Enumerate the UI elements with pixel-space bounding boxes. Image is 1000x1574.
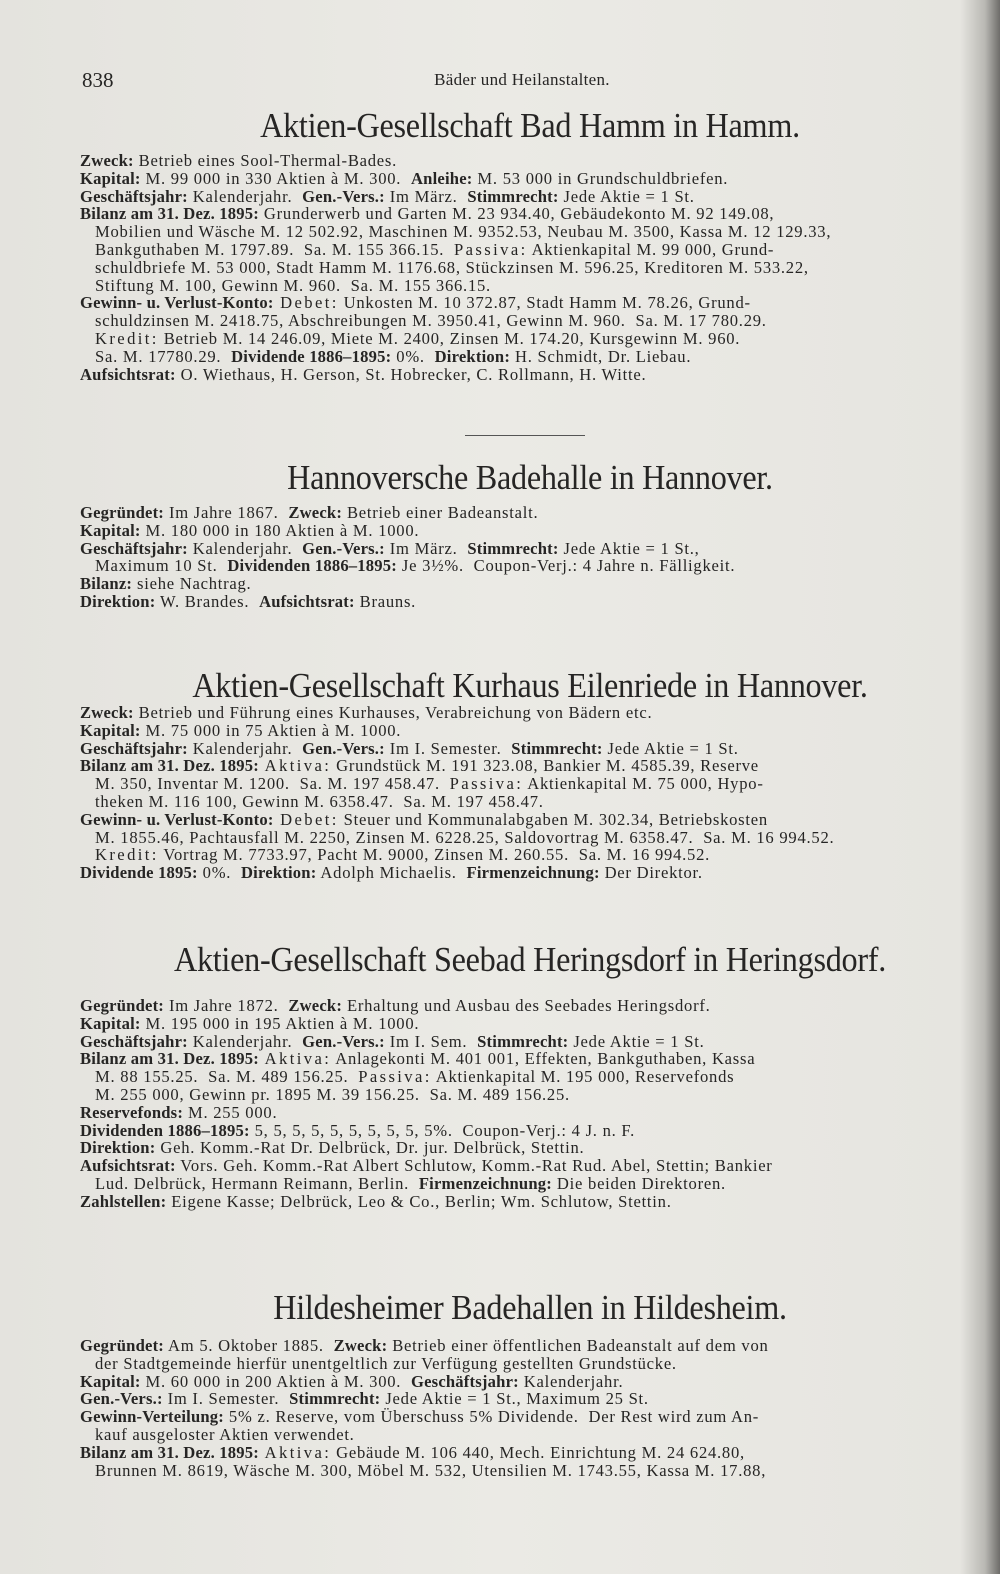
field-value: Im I. Sem. (384, 1031, 478, 1051)
text-line (80, 1462, 980, 1480)
running-title: Bäder und Heilanstalten. (434, 70, 610, 89)
text-line (80, 1086, 980, 1104)
text-line (80, 294, 980, 312)
section-divider (465, 435, 585, 436)
field-value: siehe Nachtrag. (132, 574, 252, 594)
text-line (80, 1122, 980, 1140)
field-value: Vortrag M. 7733.97, Pacht M. 9000, Zinsen M. 260.55. Sa. M. 16 994.52. (158, 845, 711, 865)
field-value: Im I. Semester. (384, 738, 512, 758)
text-line (80, 259, 980, 277)
field-label: Kapital: (80, 1013, 141, 1033)
field-value: Adolph Michaelis. (316, 863, 467, 883)
field-value: Maximum 10 St. (95, 556, 228, 576)
text-line (80, 997, 980, 1015)
text-line (80, 1139, 980, 1157)
field-value: schuldbriefe M. 53 000, Stadt Hamm M. 1176.68, Stückzinsen M. 596.25, Kreditoren M. 533.22, (95, 257, 809, 277)
text-line (80, 1390, 980, 1408)
field-value: Grunderwerb und Garten M. 23 934.40, Gebäudekonto M. 92 149.08, (259, 204, 775, 224)
field-label: Gegründet: (80, 503, 165, 522)
text-line (80, 1175, 980, 1193)
text-line (80, 846, 980, 864)
field-label: Direktion: (80, 1138, 156, 1158)
field-label: Stimmrecht: (467, 186, 559, 206)
field-value: Geh. Komm.-Rat Dr. Delbrück, Dr. jur. Delbrück, Stettin. (155, 1138, 585, 1158)
field-value: M. 88 155.25. Sa. M. 489 156.25. (95, 1067, 359, 1087)
text-line (80, 366, 980, 384)
field-label: Zahlstellen: (80, 1191, 167, 1211)
company-entry (80, 458, 980, 611)
text-line (80, 330, 980, 348)
field-value: 0%. (391, 346, 435, 366)
field-value: Die beiden Direktoren. (552, 1173, 726, 1193)
field-value: Kalenderjahr. (187, 738, 303, 758)
text-line (80, 1015, 980, 1033)
field-label: Zweck: (288, 503, 343, 522)
field-label: Bilanz am 31. Dez. 1895: (80, 204, 260, 224)
field-value: M. 60 000 in 200 Aktien à M. 300. (140, 1371, 411, 1391)
account-side-label: Debet: (273, 809, 339, 829)
field-value: M. 180 000 in 180 Aktien à M. 1000. (140, 520, 420, 540)
company-title: Hannoversche Badehalle in Hannover. (287, 458, 773, 497)
field-value: 5% z. Reserve, vom Überschuss 5% Dividende. Der Rest wird zum An- (224, 1407, 760, 1427)
account-side-label: Kredit: (95, 845, 159, 865)
company-title: Aktien-Gesellschaft Bad Hamm in Hamm. (260, 106, 800, 145)
text-line (80, 793, 980, 811)
text-line (80, 1068, 980, 1086)
field-value: Eigene Kasse; Delbrück, Leo & Co., Berlin; Wm. Schlutow, Stettin. (166, 1191, 672, 1211)
text-line (80, 504, 980, 522)
field-value: Im Jahre 1867. (164, 503, 289, 522)
text-line (80, 1355, 980, 1373)
entry-text (80, 504, 980, 611)
field-value: Der Direktor. (599, 863, 703, 883)
field-label: Firmenzeichnung: (418, 1173, 553, 1193)
text-line (80, 1033, 980, 1051)
field-label: Gen.-Vers.: (80, 1389, 163, 1409)
account-side-label: Kredit: (95, 328, 159, 348)
field-value: Aktienkapital M. 195 000, Reservefonds (431, 1067, 735, 1087)
text-line (80, 757, 980, 775)
field-label: Aufsichtsrat: (80, 364, 176, 384)
account-side-label: Debet: (273, 293, 339, 313)
field-value: Bankguthaben M. 1797.89. Sa. M. 155 366.15. (95, 239, 454, 259)
field-value: Kalenderjahr. (187, 186, 303, 206)
field-label: Geschäftsjahr: (80, 186, 188, 206)
field-label: Stimmrecht: (511, 738, 603, 758)
text-line (80, 740, 980, 758)
field-label: Gewinn- u. Verlust-Konto: (80, 293, 274, 313)
company-entry (80, 940, 980, 1211)
field-label: Gen.-Vers.: (302, 738, 385, 758)
field-value: Jede Aktie = 1 St. (558, 186, 695, 206)
running-header (82, 68, 962, 92)
text-line (80, 312, 980, 330)
entry-text (80, 997, 980, 1211)
field-value: Unkosten M. 10 372.87, Stadt Hamm M. 78.26, Grund- (338, 293, 751, 313)
company-title: Aktien-Gesellschaft Kurhaus Eilenriede in Hannover. (192, 666, 868, 705)
field-value: Brauns. (354, 591, 417, 611)
field-label: Gewinn-Verteilung: (80, 1407, 225, 1427)
field-label: Reservefonds: (80, 1102, 184, 1122)
field-label: Zweck: (333, 1336, 388, 1355)
field-label: Gen.-Vers.: (302, 538, 385, 558)
field-value: M. 1855.46, Pachtausfall M. 2250, Zinsen M. 6228.25, Saldovortrag M. 6358.47. Sa. M. 16 994.52. (95, 827, 835, 847)
page-number: 838 (82, 68, 114, 92)
field-value: Betrieb M. 14 246.09, Miete M. 2400, Zinsen M. 174.20, Kursgewinn M. 960. (158, 328, 741, 348)
field-value: M. 350, Inventar M. 1200. Sa. M. 197 458.47. (95, 774, 450, 794)
field-value: Steuer und Kommunalabgaben M. 302.34, Betriebskosten (338, 809, 768, 829)
text-line (80, 1337, 980, 1355)
text-line (80, 205, 980, 223)
account-side-label: Passiva: (454, 239, 528, 259)
field-value: Stiftung M. 100, Gewinn M. 960. Sa. M. 155 366.15. (95, 275, 491, 295)
field-label: Dividenden 1886–1895: (80, 1120, 250, 1140)
text-line (80, 188, 980, 206)
field-value: Aktienkapital M. 99 000, Grund- (527, 239, 775, 259)
field-value: Im Jahre 1872. (164, 996, 289, 1015)
text-line (80, 1193, 980, 1211)
field-label: Dividenden 1886–1895: (227, 556, 398, 576)
field-value: der Stadtgemeinde hierfür unentgeltlich zur Verfügung gestellten Grundstücke. (95, 1353, 677, 1373)
text-line (80, 1373, 980, 1391)
text-line (80, 593, 980, 611)
text-line (80, 775, 980, 793)
text-line (80, 277, 980, 295)
field-value: Jede Aktie = 1 St. (568, 1031, 705, 1051)
account-side-label: Passiva: (449, 774, 524, 794)
field-value: M. 255 000. (183, 1102, 278, 1122)
field-value: M. 99 000 in 330 Aktien à M. 300. (140, 168, 411, 188)
company-title: Aktien-Gesellschaft Seebad Heringsdorf in Heringsdorf. (173, 940, 887, 979)
entry-text (80, 704, 980, 882)
text-line (80, 704, 980, 722)
field-label: Bilanz am 31. Dez. 1895: (80, 1442, 260, 1462)
field-value: kauf ausgeloster Aktien verwendet. (95, 1424, 355, 1444)
field-label: Gen.-Vers.: (302, 186, 385, 206)
field-label: Firmenzeichnung: (466, 863, 600, 883)
field-value: Betrieb eines Sool-Thermal-Bades. (133, 151, 398, 170)
text-line (80, 540, 980, 558)
field-value: Jede Aktie = 1 St. (602, 738, 739, 758)
field-label: Gegründet: (80, 1336, 165, 1355)
field-label: Kapital: (80, 720, 141, 740)
field-label: Gewinn- u. Verlust-Konto: (80, 809, 274, 829)
field-value: 0%. (197, 863, 241, 883)
field-label: Direktion: (241, 863, 317, 883)
text-line (80, 152, 980, 170)
field-label: Aufsichtsrat: (80, 1156, 176, 1176)
text-line (80, 1050, 980, 1068)
field-label: Bilanz am 31. Dez. 1895: (80, 756, 260, 776)
field-value: Anlagekonti M. 401 001, Effekten, Bankguthaben, Kassa (331, 1049, 756, 1069)
field-value: M. 195 000 in 195 Aktien à M. 1000. (140, 1013, 420, 1033)
field-label: Aufsichtsrat: (259, 591, 355, 611)
text-line (80, 829, 980, 847)
field-label: Gen.-Vers.: (302, 1031, 385, 1051)
text-line (80, 1408, 980, 1426)
company-entry (80, 1288, 980, 1479)
field-value: theken M. 116 100, Gewinn M. 6358.47. Sa. M. 197 458.47. (95, 791, 544, 811)
field-value: Jede Aktie = 1 St., (558, 538, 700, 558)
account-side-label: Aktiva: (259, 1442, 332, 1462)
company-entry (80, 666, 980, 882)
field-label: Stimmrecht: (467, 538, 559, 558)
text-line (80, 241, 980, 259)
field-label: Gegründet: (80, 996, 165, 1015)
text-line (80, 557, 980, 575)
field-value: M. 75 000 in 75 Aktien à M. 1000. (140, 720, 402, 740)
field-value: Aktienkapital M. 75 000, Hypo- (523, 774, 764, 794)
field-label: Anleihe: (410, 168, 473, 188)
field-value: Im März. (384, 186, 468, 206)
field-value: 5, 5, 5, 5, 5, 5, 5, 5, 5, 5%. Coupon-Verj.: 4 J. n. F. (249, 1120, 635, 1140)
field-value: Kalenderjahr. (187, 538, 303, 558)
field-value: M. 53 000 in Grundschuldbriefen. (472, 168, 729, 188)
field-label: Stimmrecht: (289, 1389, 381, 1409)
field-value: Je 3½%. Coupon-Verj.: 4 Jahre n. Fälligkeit. (397, 556, 736, 576)
text-line (80, 1157, 980, 1175)
field-label: Direktion: (80, 591, 156, 611)
field-label: Bilanz: (80, 574, 133, 594)
field-label: Geschäftsjahr: (80, 1031, 188, 1051)
field-value: Kalenderjahr. (187, 1031, 303, 1051)
field-value: Im I. Semester. (162, 1389, 290, 1409)
text-line (80, 1426, 980, 1444)
field-label: Zweck: (80, 703, 134, 722)
field-value: Betrieb einer öffentlichen Badeanstalt auf dem von (387, 1336, 769, 1355)
account-side-label: Passiva: (358, 1067, 432, 1087)
field-label: Kapital: (80, 168, 141, 188)
text-line (80, 1444, 980, 1462)
field-label: Dividende 1895: (80, 863, 198, 883)
company-entry (80, 106, 980, 383)
field-value: Betrieb und Führung eines Kurhauses, Verabreichung von Bädern etc. (133, 703, 653, 722)
field-value: Mobilien und Wäsche M. 12 502.92, Maschinen M. 9352.53, Neubau M. 3500, Kassa M. 12 129.33, (95, 222, 832, 242)
field-value: M. 255 000, Gewinn pr. 1895 M. 39 156.25. Sa. M. 489 156.25. (95, 1084, 570, 1104)
field-value: Erhaltung und Ausbau des Seebades Heringsdorf. (342, 996, 711, 1015)
text-line (80, 811, 980, 829)
account-side-label: Aktiva: (259, 756, 332, 776)
field-value: schuldzinsen M. 2418.75, Abschreibungen M. 3950.41, Gewinn M. 960. Sa. M. 17 780.29. (95, 311, 767, 331)
field-value: Betrieb einer Badeanstalt. (342, 503, 539, 522)
text-line (80, 1104, 980, 1122)
field-label: Kapital: (80, 1371, 141, 1391)
field-label: Zweck: (288, 996, 343, 1015)
field-value: Kalenderjahr. (518, 1371, 624, 1391)
entry-text (80, 1337, 980, 1479)
text-line (80, 522, 980, 540)
field-label: Geschäftsjahr: (410, 1371, 519, 1391)
field-value: Gebäude M. 106 440, Mech. Einrichtung M. 24 624.80, (331, 1442, 745, 1462)
field-value: Am 5. Oktober 1885. (164, 1336, 334, 1355)
text-line (80, 223, 980, 241)
field-label: Kapital: (80, 520, 141, 540)
field-value: Vors. Geh. Komm.-Rat Albert Schlutow, Komm.-Rat Rud. Abel, Stettin; Bankier (175, 1156, 773, 1176)
entry-text (80, 152, 980, 383)
field-label: Dividende 1886–1895: (231, 346, 392, 366)
field-value: W. Brandes. (155, 591, 260, 611)
text-line (80, 575, 980, 593)
field-label: Geschäftsjahr: (80, 538, 188, 558)
field-value: Lud. Delbrück, Hermann Reimann, Berlin. (95, 1173, 419, 1193)
company-title: Hildesheimer Badehallen in Hildesheim. (273, 1288, 787, 1327)
field-label: Direktion: (434, 346, 511, 366)
field-value: Brunnen M. 8619, Wäsche M. 300, Möbel M. 532, Utensilien M. 1743.55, Kassa M. 17.88, (95, 1460, 767, 1480)
text-line (80, 722, 980, 740)
field-value: Grundstück M. 191 323.08, Bankier M. 4585.39, Reserve (331, 756, 759, 776)
field-label: Bilanz am 31. Dez. 1895: (80, 1049, 260, 1069)
text-line (80, 864, 980, 882)
field-value: O. Wiethaus, H. Gerson, St. Hobrecker, C. Rollmann, H. Witte. (175, 364, 647, 384)
field-value: Sa. M. 17780.29. (95, 346, 232, 366)
field-value: H. Schmidt, Dr. Liebau. (510, 346, 692, 366)
text-line (80, 348, 980, 366)
field-label: Zweck: (80, 151, 134, 170)
field-value: Jede Aktie = 1 St., Maximum 25 St. (380, 1389, 649, 1409)
field-label: Geschäftsjahr: (80, 738, 188, 758)
text-line (80, 170, 980, 188)
field-label: Stimmrecht: (477, 1031, 569, 1051)
field-value: Im März. (384, 538, 468, 558)
account-side-label: Aktiva: (259, 1049, 332, 1069)
